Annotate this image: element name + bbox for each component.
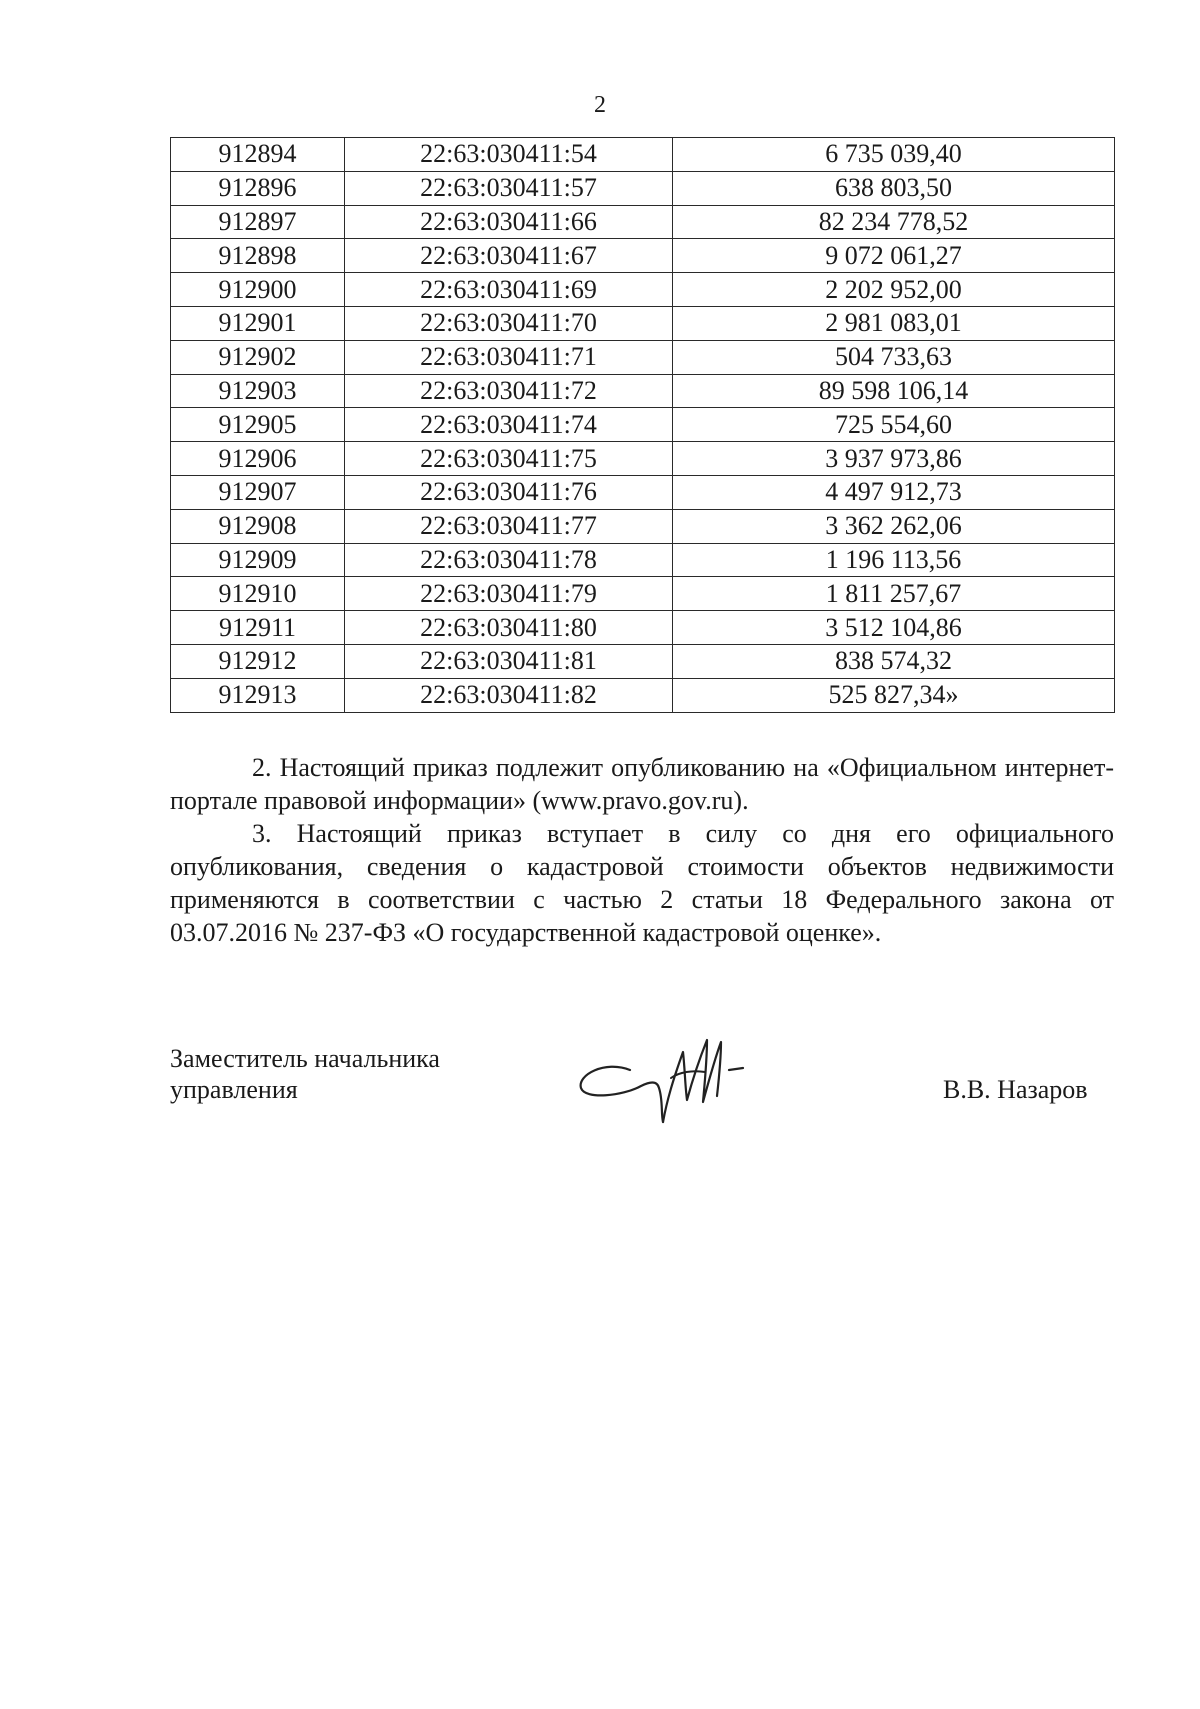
cadastral-value-cell: 2 981 083,01 <box>673 306 1115 340</box>
cadastral-number-cell: 22:63:030411:82 <box>345 678 673 712</box>
cadastral-number-cell: 22:63:030411:66 <box>345 205 673 239</box>
table-row <box>171 509 1115 543</box>
cadastral-number-cell: 22:63:030411:79 <box>345 577 673 611</box>
cadastral-value-cell: 2 202 952,00 <box>673 273 1115 307</box>
cadastral-value-cell: 4 497 912,73 <box>673 475 1115 509</box>
cadastral-number-cell: 22:63:030411:72 <box>345 374 673 408</box>
object-number-cell: 912910 <box>171 577 345 611</box>
table-row <box>171 138 1115 172</box>
cadastral-number-cell: 22:63:030411:78 <box>345 543 673 577</box>
handwritten-signature-icon <box>575 1030 770 1125</box>
table-row <box>171 205 1115 239</box>
table-row <box>171 442 1115 476</box>
cadastral-number-cell: 22:63:030411:67 <box>345 239 673 273</box>
cadastral-value-table <box>170 137 1115 713</box>
cadastral-value-cell: 3 937 973,86 <box>673 442 1115 476</box>
object-number-cell: 912908 <box>171 509 345 543</box>
cadastral-number-cell: 22:63:030411:81 <box>345 644 673 678</box>
object-number-cell: 912896 <box>171 171 345 205</box>
table-row <box>171 340 1115 374</box>
object-number-cell: 912898 <box>171 239 345 273</box>
table-row <box>171 171 1115 205</box>
cadastral-value-cell: 1 196 113,56 <box>673 543 1115 577</box>
signatory-position-line1: Заместитель начальника <box>170 1044 440 1073</box>
table-row <box>171 543 1115 577</box>
cadastral-value-cell: 1 811 257,67 <box>673 577 1115 611</box>
table-row <box>171 475 1115 509</box>
cadastral-number-cell: 22:63:030411:80 <box>345 611 673 645</box>
paragraph-effective-date: 3. Настоящий приказ вступает в силу со дня его официального опубликования, сведения о кадастровой стоимости объектов недвижимости применяются в соответствии с частью 2 статьи 18 Федерального закона от 03.07.2016 № 237-ФЗ «О государственной кадастровой оценке». <box>170 819 1114 947</box>
table-row <box>171 611 1115 645</box>
table-row <box>171 239 1115 273</box>
table-body <box>171 138 1115 713</box>
cadastral-value-cell: 725 554,60 <box>673 408 1115 442</box>
page-number: 2 <box>594 92 606 118</box>
cadastral-number-cell: 22:63:030411:74 <box>345 408 673 442</box>
object-number-cell: 912913 <box>171 678 345 712</box>
cadastral-number-cell: 22:63:030411:57 <box>345 171 673 205</box>
object-number-cell: 912903 <box>171 374 345 408</box>
cadastral-value-cell: 525 827,34» <box>673 678 1115 712</box>
cadastral-value-cell: 638 803,50 <box>673 171 1115 205</box>
cadastral-number-cell: 22:63:030411:69 <box>345 273 673 307</box>
cadastral-value-cell: 838 574,32 <box>673 644 1115 678</box>
cadastral-number-cell: 22:63:030411:71 <box>345 340 673 374</box>
object-number-cell: 912909 <box>171 543 345 577</box>
signatory-name: В.В. Назаров <box>943 1075 1088 1104</box>
table-row <box>171 577 1115 611</box>
signatory-position-line2: управления <box>170 1075 298 1104</box>
object-number-cell: 912894 <box>171 138 345 172</box>
cadastral-number-cell: 22:63:030411:54 <box>345 138 673 172</box>
object-number-cell: 912901 <box>171 306 345 340</box>
table-row <box>171 408 1115 442</box>
table-row <box>171 306 1115 340</box>
table-row <box>171 374 1115 408</box>
cadastral-value-cell: 89 598 106,14 <box>673 374 1115 408</box>
cadastral-value-cell: 6 735 039,40 <box>673 138 1115 172</box>
cadastral-number-cell: 22:63:030411:77 <box>345 509 673 543</box>
cadastral-number-cell: 22:63:030411:76 <box>345 475 673 509</box>
cadastral-value-cell: 3 362 262,06 <box>673 509 1115 543</box>
paragraph-publication: 2. Настоящий приказ подлежит опубликованию на «Официальном интернет-портале правовой информации» (www.pravo.gov.ru). <box>170 753 1114 815</box>
object-number-cell: 912897 <box>171 205 345 239</box>
object-number-cell: 912912 <box>171 644 345 678</box>
object-number-cell: 912905 <box>171 408 345 442</box>
cadastral-number-cell: 22:63:030411:75 <box>345 442 673 476</box>
object-number-cell: 912906 <box>171 442 345 476</box>
cadastral-value-cell: 504 733,63 <box>673 340 1115 374</box>
cadastral-number-cell: 22:63:030411:70 <box>345 306 673 340</box>
cadastral-value-cell: 82 234 778,52 <box>673 205 1115 239</box>
cadastral-value-cell: 9 072 061,27 <box>673 239 1115 273</box>
object-number-cell: 912907 <box>171 475 345 509</box>
table-row <box>171 644 1115 678</box>
table-row <box>171 273 1115 307</box>
signatory-position <box>170 1043 440 1105</box>
cadastral-value-cell: 3 512 104,86 <box>673 611 1115 645</box>
table-row <box>171 678 1115 712</box>
object-number-cell: 912900 <box>171 273 345 307</box>
object-number-cell: 912902 <box>171 340 345 374</box>
object-number-cell: 912911 <box>171 611 345 645</box>
